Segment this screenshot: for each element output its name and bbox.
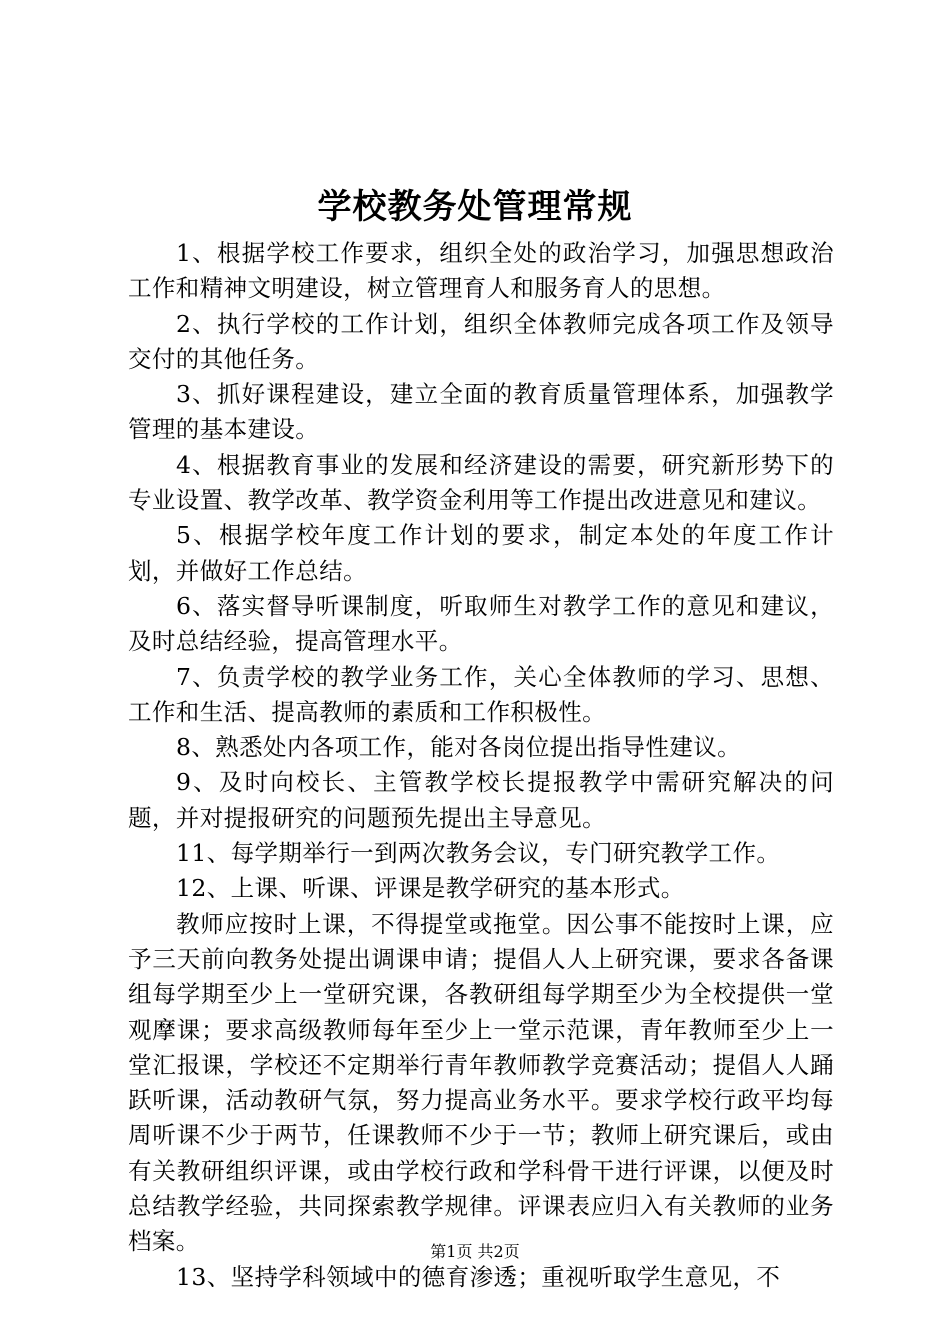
- paragraph-13: 13、坚持学科领域中的德育渗透；重视听取学生意见，不: [176, 1262, 781, 1291]
- page-footer: 第1页 共2页: [430, 1242, 520, 1261]
- paragraph-2: 2、执行学校的工作计划，组织全体教师完成各项工作及领导交付的其他任务。: [128, 309, 834, 373]
- paragraph-9: 9、及时向校长、主管教学校长提报教学中需研究解决的问题，并对提报研究的问题预先提出主导意见。: [128, 768, 834, 832]
- paragraph-6: 6、落实督导听课制度，听取师生对教学工作的意见和建议，及时总结经验，提高管理水平。: [128, 591, 834, 656]
- document-title: 学校教务处管理常规: [317, 187, 633, 227]
- paragraph-1: 1、根据学校工作要求，组织全处的政治学习，加强思想政治工作和精神文明建设，树立管理育人和服务育人的思想。: [128, 239, 834, 303]
- paragraph-7: 7、负责学校的教学业务工作，关心全体教师的学习、思想、工作和生活、提高教师的素质和工作积极性。: [128, 662, 834, 726]
- document-body: [128, 236, 834, 1295]
- paragraph-3: 3、抓好课程建设，建立全面的教育质量管理体系，加强教学管理的基本建设。: [128, 380, 834, 444]
- paragraph-12-detail: 教师应按时上课，不得提堂或拖堂。因公事不能按时上课，应予三天前向教务处提出调课申请；提倡人人上研究课，要求各备课组每学期至少上一堂研究课，各教研组每学期至少为全校提供一堂观摩课；要求高级教师每年至少上一堂示范课，青年教师至少上一堂汇报课，学校还不定期举行青年教师教学竞赛活动；提倡人人踊跃听课，活动教研气氛，努力提高业务水平。要求学校行政平均每周听课不少于两节，任课教师不少于一节；教师上研究课后，或由有关教研组织评课，或由学校行政和学科骨干进行评课，以便及时总结教学经验，共同探索教学规律。评课表应归入有关教师的业务档案。: [128, 909, 834, 1256]
- paragraph-4: 4、根据教育事业的发展和经济建设的需要，研究新形势下的专业设置、教学改革、教学资金利用等工作提出改进意见和建议。: [128, 450, 834, 515]
- paragraph-5: 5、根据学校年度工作计划的要求，制定本处的年度工作计划，并做好工作总结。: [128, 521, 834, 585]
- paragraph-11: 11、每学期举行一到两次教务会议，专门研究教学工作。: [176, 839, 781, 868]
- paragraph-12: 12、上课、听课、评课是教学研究的基本形式。: [176, 874, 685, 903]
- paragraph-8: 8、熟悉处内各项工作，能对各岗位提出指导性建议。: [176, 733, 742, 762]
